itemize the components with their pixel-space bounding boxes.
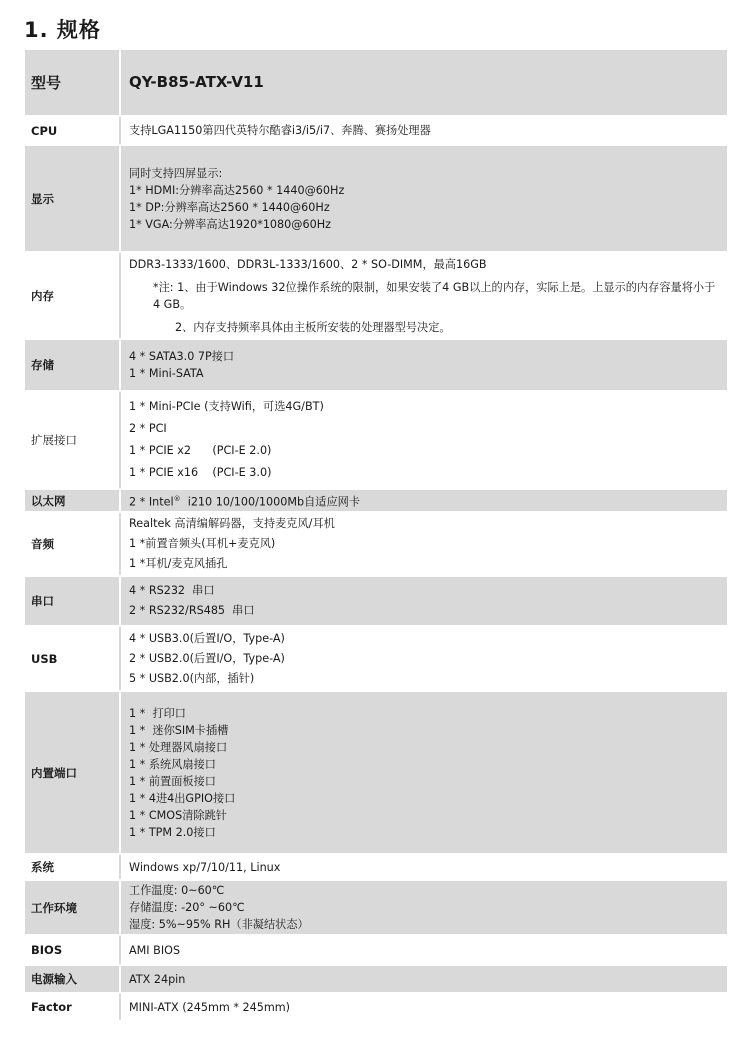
spec-label-serial: 串口 — [25, 576, 120, 626]
internal-line: 1 * CMOS清除跳针 — [129, 808, 227, 822]
spec-value-cpu: 支持LGA1150第四代英特尔酷睿i3/i5/i7、奔腾、赛扬处理器 — [120, 116, 727, 145]
section-heading: 1. 规格 — [24, 18, 101, 42]
spec-value-storage — [120, 339, 727, 391]
spec-row-power — [25, 965, 727, 993]
spec-value-factor: MINI-ATX (245mm * 245mm) — [120, 993, 727, 1021]
spec-value-power: ATX 24pin — [120, 965, 727, 993]
audio-line: Realtek 高清编解码器，支持麦克风/耳机 — [129, 517, 335, 530]
spec-value-bios: AMI BIOS — [120, 935, 727, 965]
spec-label-environment: 工作环境 — [25, 880, 120, 935]
spec-value-audio — [120, 512, 727, 576]
environment-line: 存储温度: -20° ~60℃ — [129, 901, 245, 914]
environment-line: 湿度: 5%~95% RH（非凝结状态） — [129, 918, 309, 931]
usb-line: 5 * USB2.0(内部，插针) — [129, 671, 255, 685]
internal-line: 1 * TPM 2.0接口 — [129, 825, 216, 839]
expansion-line: 1 * Mini-PCIe (支持Wifi，可选4G/BT) — [129, 400, 324, 413]
audio-line: 1 *耳机/麦克风插孔 — [129, 557, 228, 570]
internal-line: 1 * 打印口 — [129, 706, 186, 720]
spec-label-expansion: 扩展接口 — [25, 391, 120, 489]
display-line: 1* DP:分辨率高达2560 * 1440@60Hz — [129, 200, 330, 214]
ethernet-prefix: 2 * Intel — [129, 495, 174, 509]
memory-note-1: *注: 1、由于Windows 32位操作系统的限制，如果安装了4 GB以上的内存，实际上是。上显示的内存容量将小于4 GB。 — [153, 280, 716, 311]
spec-label-memory: 内存 — [25, 252, 120, 339]
spec-row-storage — [25, 339, 727, 391]
spec-label-audio: 音频 — [25, 512, 120, 576]
spec-value-memory — [120, 252, 727, 339]
spec-label-os: 系统 — [25, 854, 120, 880]
environment-line: 工作温度: 0~60℃ — [129, 884, 225, 897]
storage-line: 4 * SATA3.0 7P接口 — [129, 350, 235, 363]
spec-label-internal: 内置端口 — [25, 691, 120, 854]
spec-label-cpu: CPU — [25, 116, 120, 145]
spec-label-bios: BIOS — [25, 935, 120, 965]
spec-value-expansion — [120, 391, 727, 489]
spec-value-display — [120, 145, 727, 252]
spec-label-usb: USB — [25, 626, 120, 691]
usb-line: 4 * USB3.0(后置I/O，Type-A) — [129, 631, 285, 645]
spec-table — [25, 50, 727, 1022]
spec-row-bios — [25, 935, 727, 965]
spec-row-usb — [25, 626, 727, 691]
serial-line: 2 * RS232/RS485 串口 — [129, 604, 255, 617]
spec-row-internal — [25, 691, 727, 854]
expansion-line: 1 * PCIE x16 (PCI-E 3.0) — [129, 466, 272, 479]
spec-row-factor — [25, 993, 727, 1021]
memory-note-2: 2、内存支持频率具体由主板所安装的处理器型号决定。 — [175, 320, 451, 334]
spec-value-model: QY-B85-ATX-V11 — [120, 50, 727, 116]
spec-label-display: 显示 — [25, 145, 120, 252]
spec-row-environment — [25, 880, 727, 935]
internal-line: 1 * 处理器风扇接口 — [129, 740, 228, 754]
expansion-line: 1 * PCIE x2 (PCI-E 2.0) — [129, 444, 272, 457]
spec-row-os — [25, 854, 727, 880]
spec-row-audio — [25, 512, 727, 576]
spec-value-internal — [120, 691, 727, 854]
spec-row-cpu — [25, 116, 727, 145]
spec-value-serial — [120, 576, 727, 626]
spec-row-serial — [25, 576, 727, 626]
display-line: 1* VGA:分辨率高达1920*1080@60Hz — [129, 217, 331, 231]
spec-label-ethernet: 以太网 — [25, 489, 120, 512]
spec-value-os: Windows xp/7/10/11, Linux — [120, 854, 727, 880]
spec-row-display — [25, 145, 727, 252]
spec-value-environment — [120, 880, 727, 935]
internal-line: 1 * 前置面板接口 — [129, 774, 216, 788]
spec-row-expansion — [25, 391, 727, 489]
spec-row-memory — [25, 252, 727, 339]
expansion-line: 2 * PCI — [129, 422, 167, 435]
serial-line: 4 * RS232 串口 — [129, 584, 215, 597]
ethernet-suffix: i210 10/100/1000Mb自适应网卡 — [180, 495, 361, 509]
internal-line: 1 * 4进4出GPIO接口 — [129, 791, 236, 805]
memory-main: DDR3-1333/1600、DDR3L-1333/1600、2 * SO-DIMM，最高16GB — [129, 257, 487, 271]
spec-label-factor: Factor — [25, 993, 120, 1021]
display-line: 1* HDMI:分辨率高达2560 * 1440@60Hz — [129, 183, 345, 197]
audio-line: 1 *前置音频头(耳机+麦克风) — [129, 537, 276, 550]
registered-mark: ® — [173, 494, 181, 503]
spec-row-model — [25, 50, 727, 116]
internal-line: 1 * 系统风扇接口 — [129, 757, 216, 771]
spec-row-ethernet — [25, 489, 727, 512]
internal-line: 1 * 迷你SIM卡插槽 — [129, 723, 229, 737]
spec-value-ethernet — [120, 489, 727, 512]
spec-label-power: 电源输入 — [25, 965, 120, 993]
spec-label-model: 型号 — [25, 50, 120, 116]
spec-label-storage: 存储 — [25, 339, 120, 391]
spec-value-usb — [120, 626, 727, 691]
display-line: 同时支持四屏显示: — [129, 166, 223, 180]
ethernet-line — [129, 491, 719, 511]
storage-line: 1 * Mini-SATA — [129, 367, 204, 380]
usb-line: 2 * USB2.0(后置I/O，Type-A) — [129, 651, 285, 665]
